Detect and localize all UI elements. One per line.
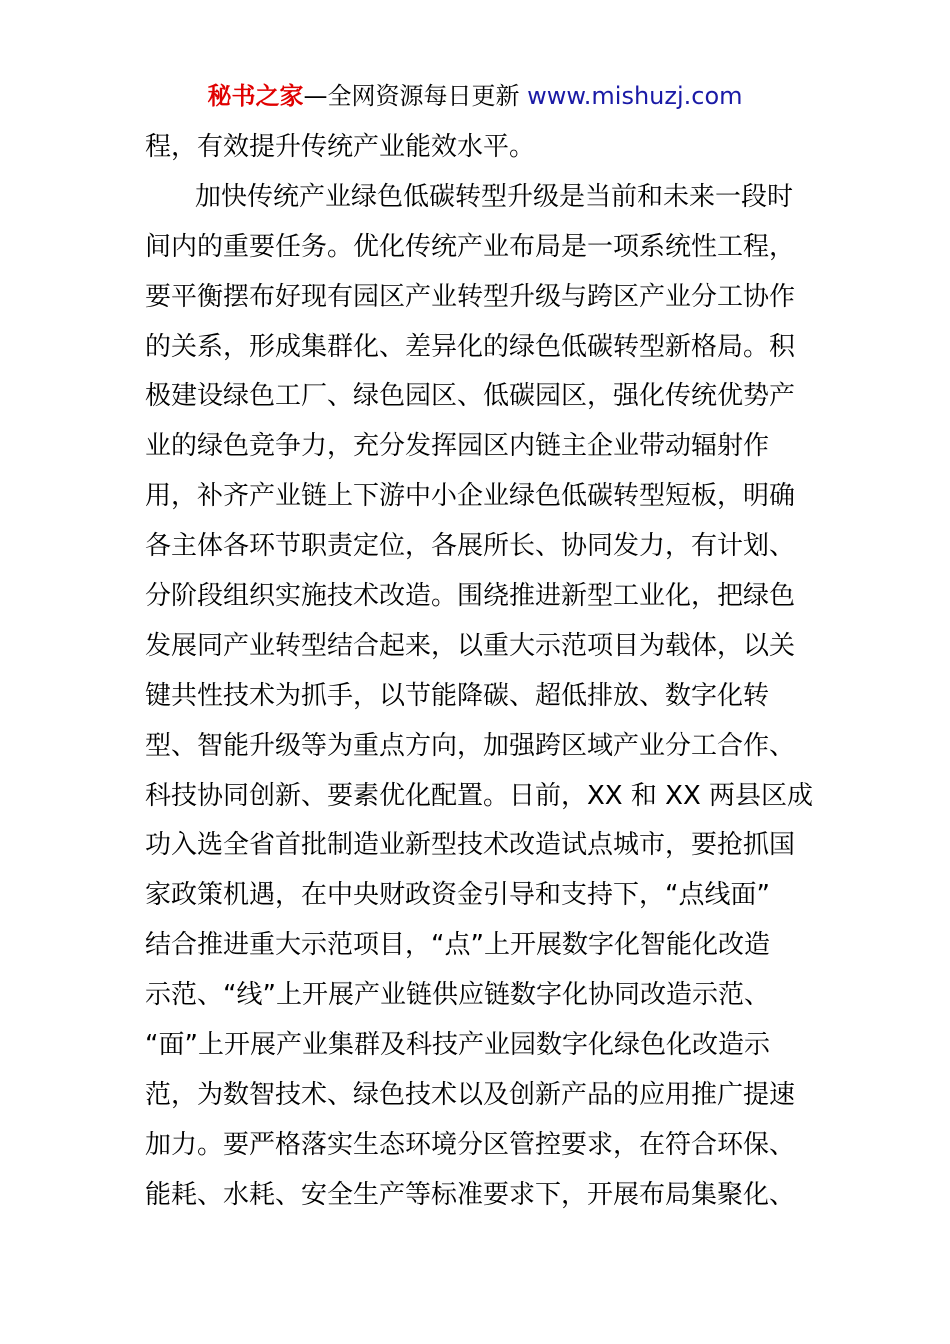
text-line: 用，补齐产业链上下游中小企业绿色低碳转型短板，明确 (145, 481, 796, 512)
header-tagline: —全网资源每日更新 (303, 82, 528, 110)
text-line: 要平衡摆布好现有园区产业转型升级与跨区产业分工协作 (145, 281, 796, 312)
text-line: 示范、“线”上开展产业链供应链数字化协同改造示范、 (145, 980, 770, 1011)
paragraph-first-line: 加快传统产业绿色低碳转型升级是当前和未来一段时 (195, 181, 794, 212)
text-line: 程，有效提升传统产业能效水平。 (145, 132, 536, 162)
text-line: 业的绿色竞争力，充分发挥园区内链主企业带动辐射作 (145, 431, 770, 462)
site-url[interactable]: www.mishuzj.com (527, 82, 743, 110)
text-line: 型、智能升级等为重点方向，加强跨区域产业分工合作、 (145, 730, 796, 761)
text-line: 极建设绿色工厂、绿色园区、低碳园区，强化传统优势产 (145, 381, 796, 412)
text-line: 能耗、水耗、安全生产等标准要求下，开展布局集聚化、 (145, 1179, 796, 1210)
text-line: 的关系，形成集群化、差异化的绿色低碳转型新格局。积 (145, 331, 796, 362)
body-text (145, 123, 814, 1221)
text-line: 结合推进重大示范项目，“点”上开展数字化智能化改造 (145, 930, 770, 961)
text-line: 功入选全省首批制造业新型技术改造试点城市，要抢抓国 (145, 830, 796, 861)
text-line: 加力。要严格落实生态环境分区管控要求，在符合环保、 (145, 1129, 796, 1160)
page-header (0, 80, 950, 112)
text-line: 间内的重要任务。优化传统产业布局是一项系统性工程， (145, 231, 796, 262)
brand-name: 秘书之家 (207, 82, 304, 110)
text-line: 家政策机遇，在中央财政资金引导和支持下，“点线面” (145, 880, 770, 911)
text-line: 分阶段组织实施技术改造。围绕推进新型工业化，把绿色 (145, 581, 796, 612)
text-line: 科技协同创新、要素优化配置。日前，XX 和 XX 两县区成 (145, 780, 814, 811)
text-line: 各主体各环节职责定位，各展所长、协同发力，有计划、 (145, 531, 796, 562)
text-line: “面”上开展产业集群及科技产业园数字化绿色化改造示 (145, 1030, 770, 1061)
text-line: 键共性技术为抓手，以节能降碳、超低排放、数字化转 (145, 680, 770, 711)
text-line: 发展同产业转型结合起来，以重大示范项目为载体，以关 (145, 630, 796, 661)
text-line: 范，为数智技术、绿色技术以及创新产品的应用推广提速 (145, 1079, 796, 1110)
